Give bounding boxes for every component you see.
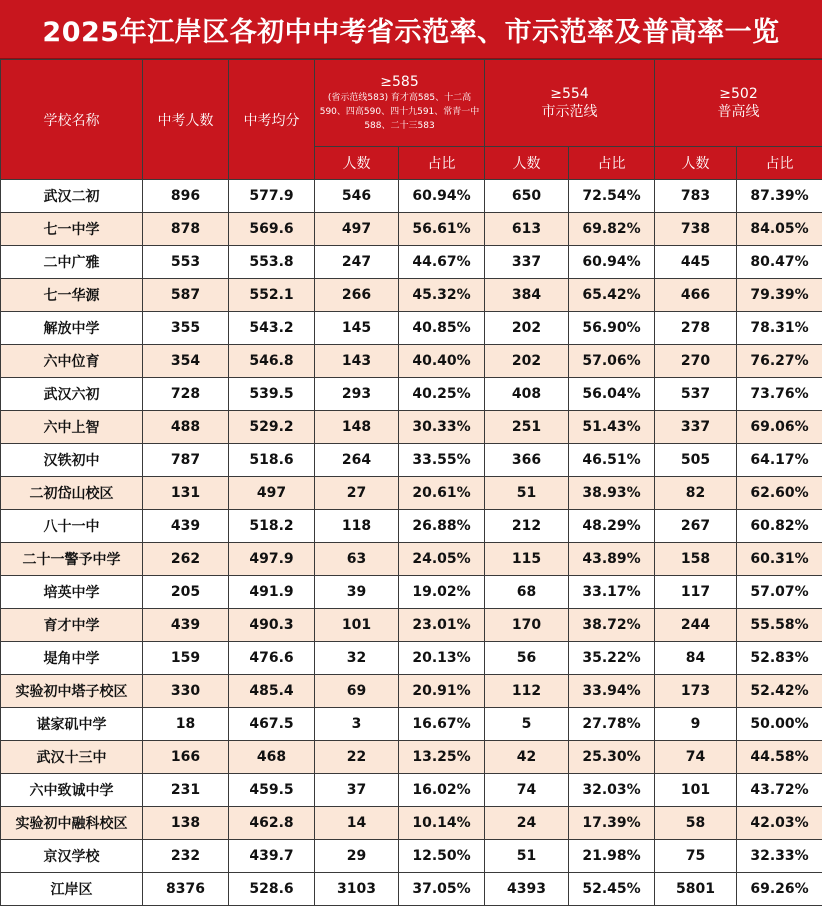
school-name-cell: 江岸区 (1, 873, 143, 906)
school-name-cell: 武汉十三中 (1, 741, 143, 774)
table-row (1, 411, 822, 444)
count-502-cell: 117 (655, 576, 737, 609)
pct-502-cell: 76.27% (737, 345, 822, 378)
count-554-cell: 408 (485, 378, 569, 411)
pct-585-cell: 16.02% (399, 774, 485, 807)
pct-585-cell: 40.85% (399, 312, 485, 345)
count-554-cell: 251 (485, 411, 569, 444)
count-585-cell: 69 (315, 675, 399, 708)
count-554-cell: 5 (485, 708, 569, 741)
count-502-cell: 84 (655, 642, 737, 675)
header-school: 学校名称 (1, 60, 143, 180)
exam-count-cell: 138 (143, 807, 229, 840)
exam-count-cell: 166 (143, 741, 229, 774)
count-502-cell: 267 (655, 510, 737, 543)
count-554-cell: 42 (485, 741, 569, 774)
exam-count-cell: 8376 (143, 873, 229, 906)
table-row (1, 345, 822, 378)
school-name-cell: 六中位育 (1, 345, 143, 378)
table-row (1, 378, 822, 411)
pct-502-cell: 44.58% (737, 741, 822, 774)
header-pct-502: 占比 (737, 147, 822, 180)
count-502-cell: 537 (655, 378, 737, 411)
exam-avg-cell: 552.1 (229, 279, 315, 312)
pct-502-cell: 60.31% (737, 543, 822, 576)
header-num-585: 人数 (315, 147, 399, 180)
page-title: 2025年江岸区各初中中考省示范率、市示范率及普高率一览 (0, 0, 822, 59)
school-name-cell: 谌家矶中学 (1, 708, 143, 741)
count-585-cell: 39 (315, 576, 399, 609)
count-585-cell: 145 (315, 312, 399, 345)
header-avg: 中考均分 (229, 60, 315, 180)
exam-count-cell: 439 (143, 510, 229, 543)
exam-count-cell: 553 (143, 246, 229, 279)
pct-585-cell: 60.94% (399, 180, 485, 213)
count-502-cell: 505 (655, 444, 737, 477)
exam-avg-cell: 459.5 (229, 774, 315, 807)
count-554-cell: 202 (485, 345, 569, 378)
count-554-cell: 650 (485, 180, 569, 213)
pct-585-cell: 12.50% (399, 840, 485, 873)
count-585-cell: 27 (315, 477, 399, 510)
count-585-cell: 118 (315, 510, 399, 543)
count-502-cell: 783 (655, 180, 737, 213)
pct-585-cell: 30.33% (399, 411, 485, 444)
exam-count-cell: 355 (143, 312, 229, 345)
count-585-cell: 29 (315, 840, 399, 873)
pct-554-cell: 25.30% (569, 741, 655, 774)
table-row (1, 543, 822, 576)
header-502-sub: 普高线 (717, 104, 760, 120)
pct-502-cell: 87.39% (737, 180, 822, 213)
pct-502-cell: 79.39% (737, 279, 822, 312)
pct-554-cell: 69.82% (569, 213, 655, 246)
pct-554-cell: 38.72% (569, 609, 655, 642)
pct-585-cell: 33.55% (399, 444, 485, 477)
count-502-cell: 244 (655, 609, 737, 642)
school-name-cell: 二十一警予中学 (1, 543, 143, 576)
results-table (0, 59, 822, 906)
exam-count-cell: 18 (143, 708, 229, 741)
table-row (1, 477, 822, 510)
pct-585-cell: 44.67% (399, 246, 485, 279)
school-name-cell: 汉铁初中 (1, 444, 143, 477)
table-row (1, 510, 822, 543)
count-585-cell: 143 (315, 345, 399, 378)
pct-502-cell: 84.05% (737, 213, 822, 246)
pct-585-cell: 20.91% (399, 675, 485, 708)
pct-502-cell: 42.03% (737, 807, 822, 840)
count-554-cell: 68 (485, 576, 569, 609)
count-554-cell: 51 (485, 477, 569, 510)
table-row (1, 840, 822, 873)
count-502-cell: 337 (655, 411, 737, 444)
exam-count-cell: 231 (143, 774, 229, 807)
table-row (1, 576, 822, 609)
pct-585-cell: 13.25% (399, 741, 485, 774)
count-554-cell: 4393 (485, 873, 569, 906)
header-group-502 (655, 60, 822, 147)
count-585-cell: 14 (315, 807, 399, 840)
count-585-cell: 101 (315, 609, 399, 642)
school-name-cell: 实验初中融科校区 (1, 807, 143, 840)
exam-count-cell: 330 (143, 675, 229, 708)
count-554-cell: 384 (485, 279, 569, 312)
exam-avg-cell: 553.8 (229, 246, 315, 279)
pct-585-cell: 37.05% (399, 873, 485, 906)
header-502-label: ≥502 (719, 86, 758, 102)
total-row (1, 873, 822, 906)
exam-avg-cell: 490.3 (229, 609, 315, 642)
pct-502-cell: 78.31% (737, 312, 822, 345)
pct-554-cell: 21.98% (569, 840, 655, 873)
school-name-cell: 六中上智 (1, 411, 143, 444)
exam-count-cell: 787 (143, 444, 229, 477)
school-name-cell: 实验初中塔子校区 (1, 675, 143, 708)
pct-554-cell: 33.17% (569, 576, 655, 609)
count-502-cell: 445 (655, 246, 737, 279)
exam-avg-cell: 485.4 (229, 675, 315, 708)
school-name-cell: 解放中学 (1, 312, 143, 345)
pct-554-cell: 33.94% (569, 675, 655, 708)
table-row (1, 675, 822, 708)
pct-554-cell: 52.45% (569, 873, 655, 906)
exam-avg-cell: 518.6 (229, 444, 315, 477)
pct-502-cell: 64.17% (737, 444, 822, 477)
pct-554-cell: 38.93% (569, 477, 655, 510)
pct-502-cell: 69.26% (737, 873, 822, 906)
pct-554-cell: 56.04% (569, 378, 655, 411)
count-585-cell: 63 (315, 543, 399, 576)
pct-585-cell: 40.40% (399, 345, 485, 378)
exam-count-cell: 232 (143, 840, 229, 873)
pct-554-cell: 56.90% (569, 312, 655, 345)
pct-585-cell: 23.01% (399, 609, 485, 642)
count-502-cell: 278 (655, 312, 737, 345)
count-554-cell: 56 (485, 642, 569, 675)
pct-554-cell: 32.03% (569, 774, 655, 807)
count-502-cell: 9 (655, 708, 737, 741)
count-585-cell: 22 (315, 741, 399, 774)
pct-585-cell: 45.32% (399, 279, 485, 312)
exam-avg-cell: 476.6 (229, 642, 315, 675)
exam-avg-cell: 467.5 (229, 708, 315, 741)
exam-avg-cell: 539.5 (229, 378, 315, 411)
count-585-cell: 3 (315, 708, 399, 741)
table-row (1, 774, 822, 807)
exam-avg-cell: 468 (229, 741, 315, 774)
count-554-cell: 337 (485, 246, 569, 279)
count-502-cell: 738 (655, 213, 737, 246)
count-585-cell: 37 (315, 774, 399, 807)
exam-avg-cell: 491.9 (229, 576, 315, 609)
exam-count-cell: 205 (143, 576, 229, 609)
pct-554-cell: 27.78% (569, 708, 655, 741)
count-502-cell: 173 (655, 675, 737, 708)
exam-count-cell: 439 (143, 609, 229, 642)
school-name-cell: 京汉学校 (1, 840, 143, 873)
pct-585-cell: 56.61% (399, 213, 485, 246)
pct-585-cell: 40.25% (399, 378, 485, 411)
school-name-cell: 七一中学 (1, 213, 143, 246)
count-502-cell: 58 (655, 807, 737, 840)
table-row (1, 444, 822, 477)
count-554-cell: 202 (485, 312, 569, 345)
table-row (1, 246, 822, 279)
count-554-cell: 212 (485, 510, 569, 543)
table-row (1, 312, 822, 345)
count-502-cell: 101 (655, 774, 737, 807)
count-502-cell: 82 (655, 477, 737, 510)
school-name-cell: 二初岱山校区 (1, 477, 143, 510)
header-585-note: (省示范线583) 育才高585、十二高590、四高590、四十九591、常青一中588、二十三583 (319, 93, 480, 131)
count-585-cell: 32 (315, 642, 399, 675)
school-name-cell: 八十一中 (1, 510, 143, 543)
count-585-cell: 247 (315, 246, 399, 279)
pct-554-cell: 65.42% (569, 279, 655, 312)
pct-585-cell: 24.05% (399, 543, 485, 576)
header-group-585 (315, 60, 485, 147)
school-name-cell: 育才中学 (1, 609, 143, 642)
pct-502-cell: 62.60% (737, 477, 822, 510)
pct-585-cell: 10.14% (399, 807, 485, 840)
exam-avg-cell: 528.6 (229, 873, 315, 906)
table-row (1, 708, 822, 741)
school-name-cell: 六中致诚中学 (1, 774, 143, 807)
exam-avg-cell: 543.2 (229, 312, 315, 345)
exam-avg-cell: 529.2 (229, 411, 315, 444)
pct-585-cell: 16.67% (399, 708, 485, 741)
school-name-cell: 二中广雅 (1, 246, 143, 279)
exam-count-cell: 354 (143, 345, 229, 378)
header-585-label: ≥585 (380, 74, 419, 90)
pct-502-cell: 55.58% (737, 609, 822, 642)
pct-554-cell: 57.06% (569, 345, 655, 378)
count-585-cell: 264 (315, 444, 399, 477)
count-502-cell: 466 (655, 279, 737, 312)
count-554-cell: 366 (485, 444, 569, 477)
header-count: 中考人数 (143, 60, 229, 180)
exam-avg-cell: 462.8 (229, 807, 315, 840)
count-554-cell: 51 (485, 840, 569, 873)
table-row (1, 642, 822, 675)
exam-avg-cell: 439.7 (229, 840, 315, 873)
count-554-cell: 24 (485, 807, 569, 840)
pct-554-cell: 17.39% (569, 807, 655, 840)
table-row (1, 213, 822, 246)
pct-554-cell: 43.89% (569, 543, 655, 576)
exam-count-cell: 262 (143, 543, 229, 576)
count-585-cell: 293 (315, 378, 399, 411)
pct-502-cell: 52.42% (737, 675, 822, 708)
pct-554-cell: 51.43% (569, 411, 655, 444)
pct-585-cell: 26.88% (399, 510, 485, 543)
pct-554-cell: 60.94% (569, 246, 655, 279)
header-554-label: ≥554 (550, 86, 589, 102)
pct-502-cell: 60.82% (737, 510, 822, 543)
pct-554-cell: 35.22% (569, 642, 655, 675)
exam-avg-cell: 577.9 (229, 180, 315, 213)
pct-554-cell: 46.51% (569, 444, 655, 477)
pct-502-cell: 80.47% (737, 246, 822, 279)
count-585-cell: 546 (315, 180, 399, 213)
school-name-cell: 堤角中学 (1, 642, 143, 675)
count-502-cell: 158 (655, 543, 737, 576)
table-row (1, 807, 822, 840)
exam-count-cell: 728 (143, 378, 229, 411)
exam-count-cell: 878 (143, 213, 229, 246)
header-pct-554: 占比 (569, 147, 655, 180)
count-554-cell: 613 (485, 213, 569, 246)
count-585-cell: 3103 (315, 873, 399, 906)
pct-502-cell: 50.00% (737, 708, 822, 741)
pct-585-cell: 20.13% (399, 642, 485, 675)
count-585-cell: 266 (315, 279, 399, 312)
count-554-cell: 170 (485, 609, 569, 642)
school-name-cell: 七一华源 (1, 279, 143, 312)
pct-502-cell: 73.76% (737, 378, 822, 411)
exam-avg-cell: 497 (229, 477, 315, 510)
pct-554-cell: 72.54% (569, 180, 655, 213)
table-row (1, 180, 822, 213)
count-502-cell: 75 (655, 840, 737, 873)
pct-502-cell: 69.06% (737, 411, 822, 444)
table-body (1, 180, 822, 906)
exam-count-cell: 587 (143, 279, 229, 312)
pct-554-cell: 48.29% (569, 510, 655, 543)
exam-count-cell: 896 (143, 180, 229, 213)
table-row (1, 741, 822, 774)
pct-502-cell: 57.07% (737, 576, 822, 609)
table-row (1, 609, 822, 642)
school-name-cell: 武汉六初 (1, 378, 143, 411)
school-name-cell: 培英中学 (1, 576, 143, 609)
count-554-cell: 115 (485, 543, 569, 576)
exam-count-cell: 131 (143, 477, 229, 510)
pct-502-cell: 52.83% (737, 642, 822, 675)
header-pct-585: 占比 (399, 147, 485, 180)
exam-avg-cell: 497.9 (229, 543, 315, 576)
header-num-502: 人数 (655, 147, 737, 180)
header-num-554: 人数 (485, 147, 569, 180)
exam-count-cell: 159 (143, 642, 229, 675)
count-502-cell: 5801 (655, 873, 737, 906)
exam-avg-cell: 569.6 (229, 213, 315, 246)
count-585-cell: 497 (315, 213, 399, 246)
count-554-cell: 112 (485, 675, 569, 708)
exam-count-cell: 488 (143, 411, 229, 444)
header-group-554 (485, 60, 655, 147)
exam-avg-cell: 518.2 (229, 510, 315, 543)
count-585-cell: 148 (315, 411, 399, 444)
header-554-sub: 市示范线 (541, 104, 598, 120)
pct-502-cell: 32.33% (737, 840, 822, 873)
count-554-cell: 74 (485, 774, 569, 807)
pct-502-cell: 43.72% (737, 774, 822, 807)
pct-585-cell: 20.61% (399, 477, 485, 510)
table-row (1, 279, 822, 312)
count-502-cell: 74 (655, 741, 737, 774)
pct-585-cell: 19.02% (399, 576, 485, 609)
count-502-cell: 270 (655, 345, 737, 378)
exam-avg-cell: 546.8 (229, 345, 315, 378)
school-name-cell: 武汉二初 (1, 180, 143, 213)
